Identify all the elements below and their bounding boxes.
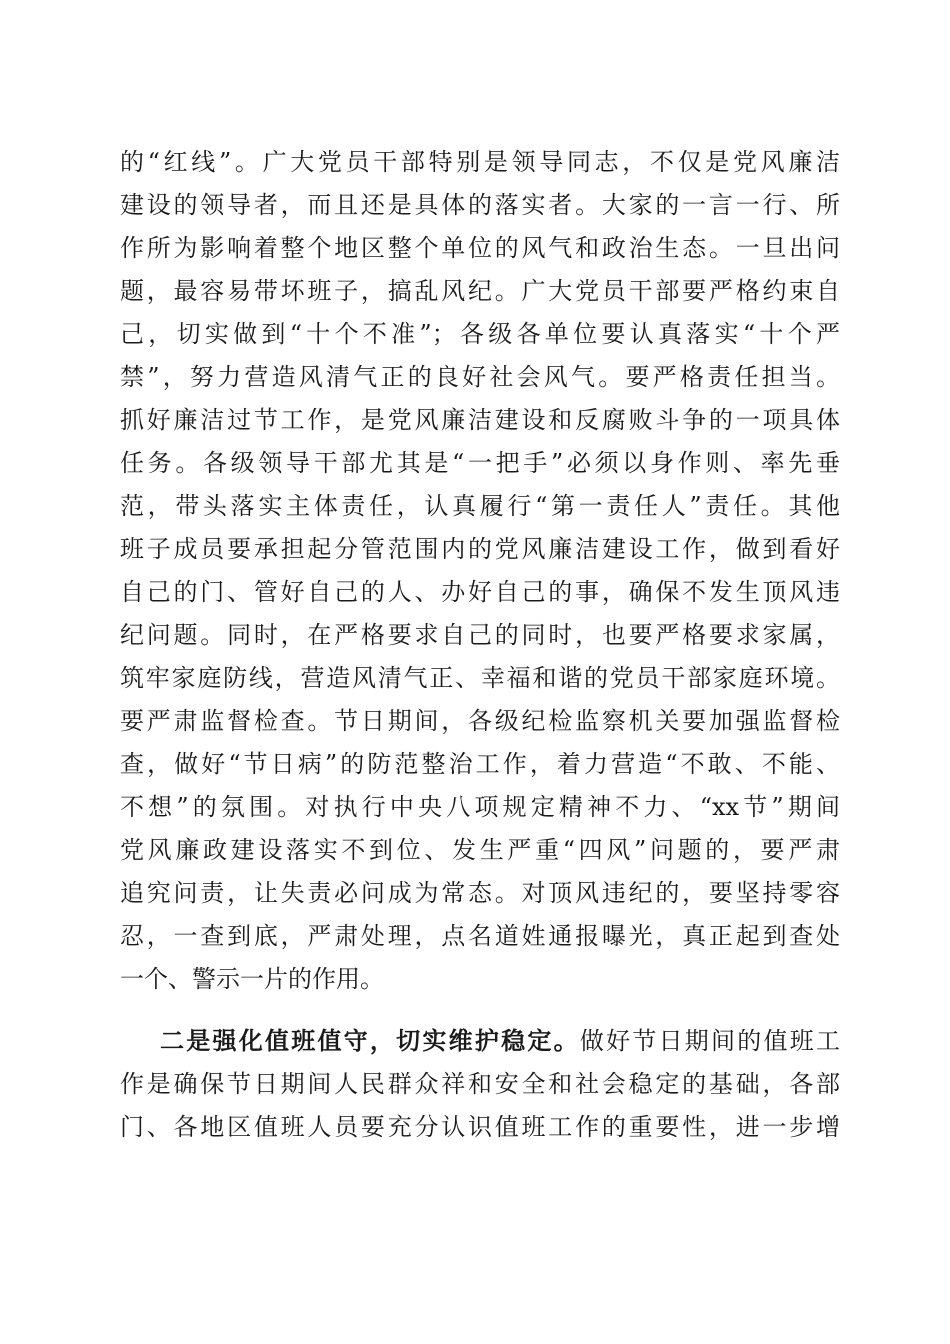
text-line: 忍，一查到底，严肃处理，点名道姓通报曝光，真正起到查处 xyxy=(120,922,840,950)
text-line: 查，做好“节日病”的防范整治工作，着力营造“不敢、不能、 xyxy=(120,750,840,778)
text-line: 要严肃监督检查。节日期间，各级纪检监察机关要加强监督检 xyxy=(120,707,840,735)
text-line: 作是确保节日期间人民群众祥和安全和社会稳定的基础，各部 xyxy=(120,1070,840,1098)
text-line: 追究问责，让失责必问成为常态。对顶风违纪的，要坚持零容 xyxy=(120,879,840,907)
text-line xyxy=(160,1022,840,1060)
text-line: 抓好廉洁过节工作，是党风廉洁建设和反腐败斗争的一项具体 xyxy=(120,406,840,434)
text-line: 筑牢家庭防线，营造风清气正、幸福和谐的党员干部家庭环境。 xyxy=(120,664,840,692)
text-line: 不想”的氛围。对执行中央八项规定精神不力、“xx节”期间 xyxy=(120,793,840,821)
text-line: 一个、警示一片的作用。 xyxy=(120,965,384,993)
text-line: 题，最容易带坏班子，搞乱风纪。广大党员干部要严格约束自 xyxy=(120,277,840,305)
text-line: 门、各地区值班人员要充分认识值班工作的重要性，进一步增 xyxy=(120,1113,840,1141)
text-line: 的“红线”。广大党员干部特别是领导同志，不仅是党风廉洁 xyxy=(120,148,840,176)
text-span: 做好节日期间的值班工 xyxy=(579,1027,841,1055)
text-line: 班子成员要承担起分管范围内的党风廉洁建设工作，做到看好 xyxy=(120,535,840,563)
text-line: 任务。各级领导干部尤其是“一把手”必须以身作则、率先垂 xyxy=(120,449,840,477)
text-line: 党风廉政建设落实不到位、发生严重“四风”问题的，要严肃 xyxy=(120,836,840,864)
text-line: 作所为影响着整个地区整个单位的风气和政治生态。一旦出问 xyxy=(120,234,840,262)
text-line: 禁”，努力营造风清气正的良好社会风气。要严格责任担当。 xyxy=(120,363,840,391)
text-line: 己，切实做到“十个不准”；各级各单位要认真落实“十个严 xyxy=(120,320,840,348)
text-line: 范，带头落实主体责任，认真履行“第一责任人”责任。其他 xyxy=(120,492,840,520)
section-heading: 二是强化值班值守，切实维护稳定。 xyxy=(160,1026,580,1055)
text-line: 纪问题。同时，在严格要求自己的同时，也要严格要求家属， xyxy=(120,621,840,649)
text-line: 建设的领导者，而且还是具体的落实者。大家的一言一行、所 xyxy=(120,191,840,219)
text-line: 自己的门、管好自己的人、办好自己的事，确保不发生顶风违 xyxy=(120,578,840,606)
